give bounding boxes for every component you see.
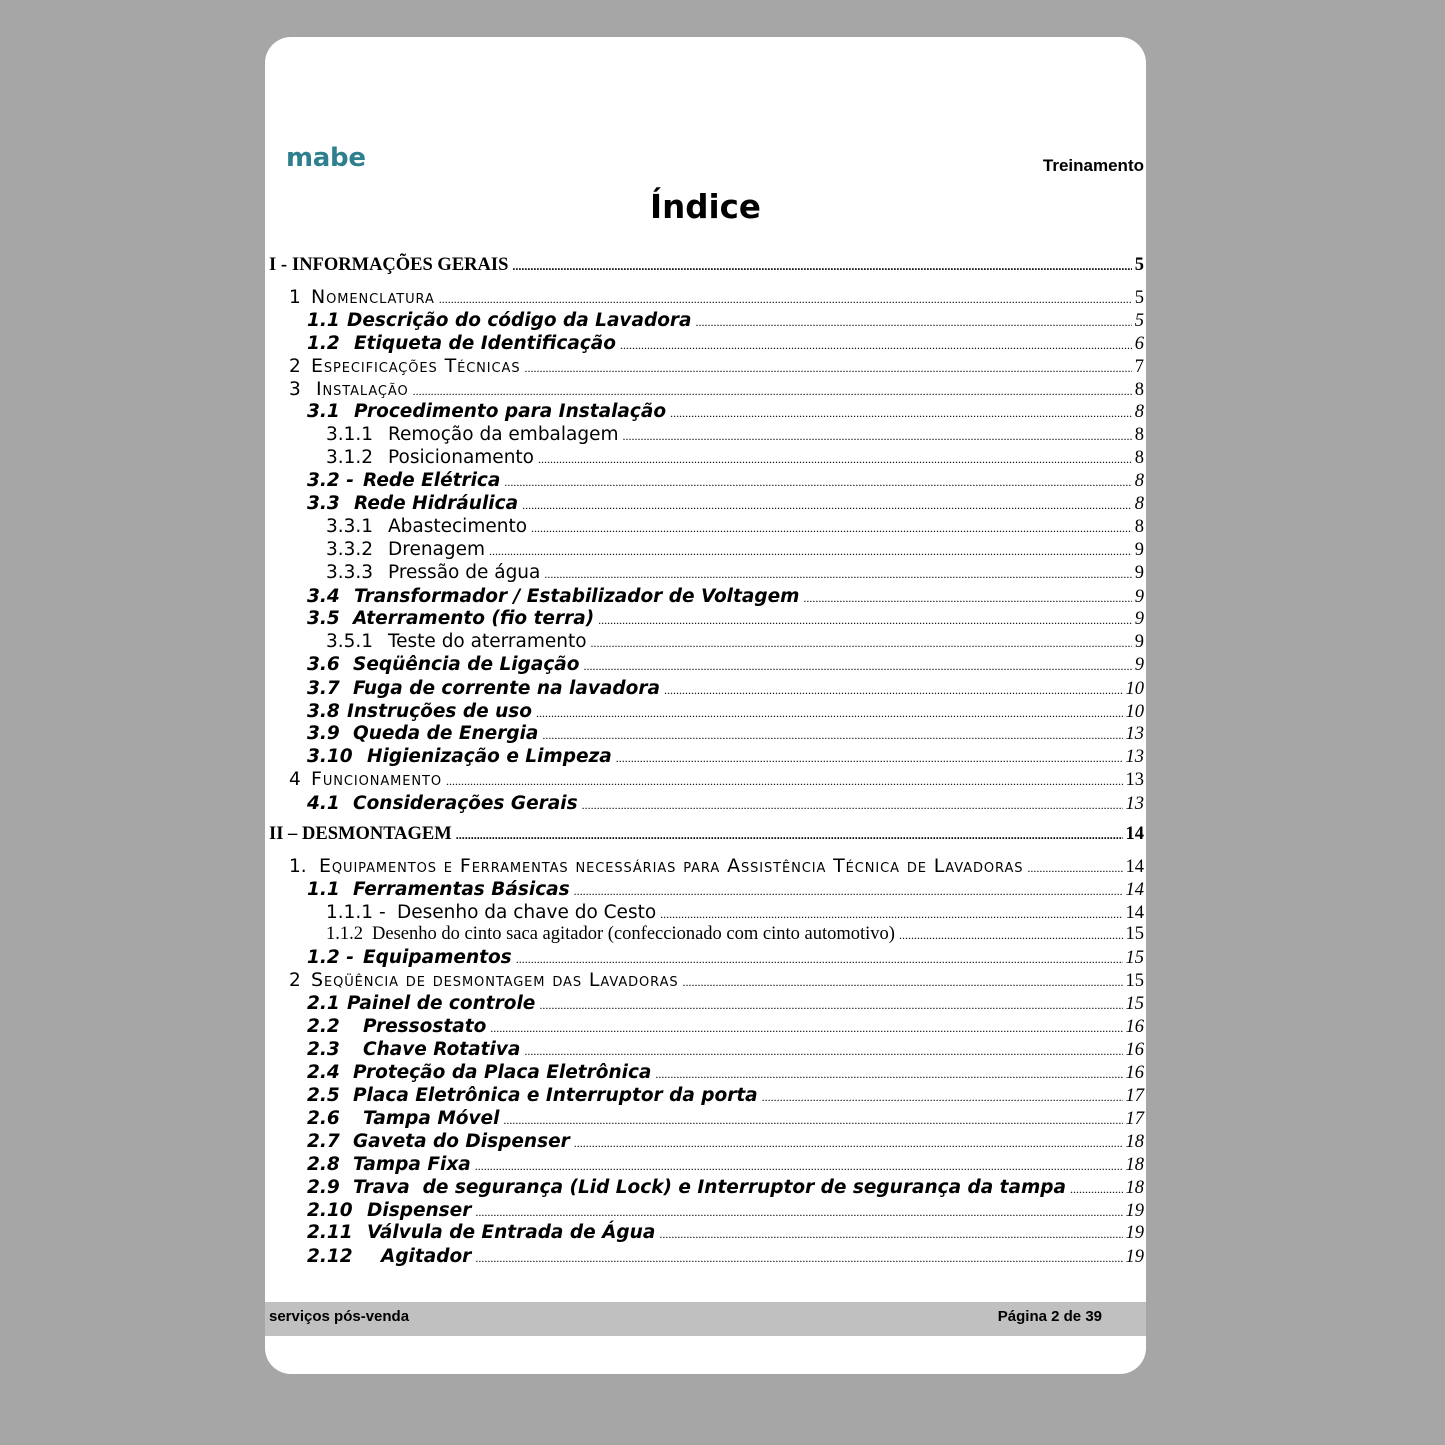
- toc-entry-page: 9: [1134, 586, 1144, 607]
- toc-entry-page: 5: [1134, 287, 1144, 308]
- toc-entry-page: 16: [1125, 1016, 1144, 1037]
- toc-entry-page: 19: [1125, 1222, 1144, 1243]
- dot-leader: [475, 1155, 1123, 1178]
- dot-leader: [446, 770, 1123, 793]
- toc-entry-number: 1.: [289, 855, 307, 877]
- toc-entry-title: Placa Eletrônica e Interruptor da porta: [353, 1084, 758, 1106]
- toc-entry-number: 1.2 -: [307, 946, 354, 968]
- dot-leader: [683, 971, 1123, 994]
- table-of-contents: [265, 37, 1146, 1297]
- toc-entry-title: Trava de segurança (Lid Lock) e Interruptor de segurança da tampa: [353, 1176, 1066, 1198]
- toc-chapter-entry[interactable]: [289, 768, 1144, 791]
- dot-leader: [598, 609, 1132, 632]
- toc-subsection-entry[interactable]: [326, 561, 1144, 584]
- toc-section-entry[interactable]: [307, 1130, 1144, 1153]
- toc-entry-title: Desenho da chave do Cesto: [397, 901, 657, 923]
- toc-entry-page: 14: [1125, 902, 1144, 923]
- dot-leader: [1027, 857, 1122, 880]
- toc-entry-page: 9: [1134, 562, 1144, 583]
- toc-part-entry[interactable]: [269, 823, 1144, 846]
- toc-entry-page: 15: [1125, 947, 1144, 968]
- mabe-logo: mabe: [286, 143, 366, 173]
- toc-entry-number: II –: [269, 823, 298, 844]
- toc-entry-number: 3: [289, 378, 301, 400]
- dot-leader: [616, 747, 1123, 770]
- toc-entry-title: Procedimento para Instalação: [354, 400, 667, 422]
- toc-entry-title: Tampa Fixa: [353, 1153, 471, 1175]
- toc-section-entry[interactable]: [307, 700, 1144, 723]
- dot-leader: [503, 1109, 1122, 1132]
- toc-entry-page: 9: [1134, 654, 1144, 675]
- toc-entry-title: Queda de Energia: [353, 722, 539, 744]
- toc-section-entry[interactable]: [307, 492, 1144, 515]
- toc-entry-page: 8: [1134, 424, 1144, 445]
- toc-entry-page: 17: [1125, 1085, 1144, 1106]
- toc-entry-number: 2.11: [307, 1221, 353, 1243]
- toc-entry-page: 14: [1125, 856, 1144, 877]
- toc-entry-title: Especificações Técnicas: [311, 354, 521, 377]
- toc-section-entry[interactable]: [307, 469, 1144, 492]
- toc-entry-page: 5: [1134, 310, 1144, 331]
- document-category-label: Treinamento: [1042, 156, 1144, 175]
- toc-entry-number: 2.12: [307, 1245, 353, 1267]
- page-title: Índice: [650, 188, 761, 226]
- toc-entry-page: 19: [1125, 1246, 1144, 1267]
- toc-entry-title: Instruções de uso: [347, 700, 532, 722]
- toc-entry-title: Funcionamento: [311, 767, 442, 790]
- dot-leader: [531, 517, 1132, 540]
- toc-section-entry[interactable]: [307, 1245, 1144, 1268]
- toc-section-entry[interactable]: [307, 1084, 1144, 1107]
- toc-entry-number: 1.1: [307, 878, 340, 900]
- toc-subsection-entry[interactable]: [326, 423, 1144, 446]
- toc-entry-page: 19: [1125, 1200, 1144, 1221]
- toc-entry-number: 1.1.2: [326, 923, 363, 944]
- toc-entry-page: 13: [1125, 793, 1144, 814]
- toc-entry-page: 8: [1134, 516, 1144, 537]
- toc-entry-page: 6: [1134, 333, 1144, 354]
- toc-entry-number: 3.3.1: [326, 515, 374, 537]
- toc-entry-number: 3.7: [307, 677, 340, 699]
- toc-entry-title: Rede Hidráulica: [354, 492, 519, 514]
- toc-entry-number: 3.9: [307, 722, 340, 744]
- toc-entry-page: 15: [1125, 970, 1144, 991]
- toc-entry-title: Tampa Móvel: [363, 1107, 500, 1129]
- toc-section-entry[interactable]: [307, 878, 1144, 901]
- dot-leader: [544, 563, 1131, 586]
- toc-entry-number: 3.1.1: [326, 423, 374, 445]
- toc-subsection-entry[interactable]: [326, 446, 1144, 469]
- toc-entry-number: 4: [289, 768, 301, 790]
- dot-leader: [623, 425, 1132, 448]
- toc-entry-title: Equipamentos e Ferramentas necessárias para Assistência Técnica de Lavadoras: [319, 854, 1024, 877]
- footer-department: serviços pós-venda: [269, 1308, 410, 1325]
- toc-entry-title: Dispenser: [367, 1199, 472, 1221]
- toc-entry-page: 15: [1125, 993, 1144, 1014]
- toc-entry-page: 9: [1134, 631, 1144, 652]
- toc-entry-number: 2.4: [307, 1061, 340, 1083]
- toc-entry-title: DESMONTAGEM: [302, 823, 452, 844]
- toc-entry-number: 2.2: [307, 1015, 340, 1037]
- toc-entry-number: 3.8: [307, 700, 340, 722]
- dot-leader: [659, 1223, 1122, 1246]
- toc-entry-page: 14: [1125, 823, 1144, 844]
- toc-entry-page: 15: [1125, 923, 1144, 944]
- toc-entry-page: 9: [1134, 539, 1144, 560]
- toc-entry-title: Abastecimento: [388, 515, 528, 537]
- toc-part-entry[interactable]: [269, 254, 1144, 277]
- toc-subsection-entry[interactable]: [326, 630, 1144, 653]
- toc-entry-number: 2.3: [307, 1038, 340, 1060]
- toc-entry-page: 8: [1134, 447, 1144, 468]
- toc-entry-title: Drenagem: [388, 538, 486, 560]
- toc-entry-page: 16: [1125, 1062, 1144, 1083]
- toc-entry-page: 5: [1134, 254, 1144, 275]
- toc-entry-title: Remoção da embalagem: [388, 423, 619, 445]
- toc-entry-number: 1: [289, 286, 301, 308]
- toc-entry-number: 2.5: [307, 1084, 340, 1106]
- toc-entry-title: Nomenclatura: [311, 285, 435, 308]
- dot-leader: [574, 880, 1123, 903]
- toc-entry-page: 18: [1125, 1177, 1144, 1198]
- toc-section-entry[interactable]: [307, 309, 1144, 332]
- toc-section-entry[interactable]: [307, 585, 1144, 608]
- toc-entry-page: 13: [1125, 769, 1144, 790]
- toc-entry-number: 3.5: [307, 607, 340, 629]
- toc-entry-title: Desenho do cinto saca agitador (confeccionado com cinto automotivo): [372, 923, 895, 944]
- toc-section-entry[interactable]: [307, 1221, 1144, 1244]
- toc-entry-page: 9: [1134, 608, 1144, 629]
- dot-leader: [489, 540, 1132, 563]
- toc-entry-number: 3.1.2: [326, 446, 374, 468]
- dot-leader: [582, 794, 1123, 817]
- footer-bar: [265, 1302, 1146, 1336]
- dot-leader: [542, 724, 1122, 747]
- document-page: [265, 37, 1146, 1374]
- dot-leader: [591, 632, 1132, 655]
- toc-entry-page: 13: [1125, 723, 1144, 744]
- dot-leader: [516, 948, 1123, 971]
- toc-entry-number: 2.9: [307, 1176, 340, 1198]
- toc-entry-number: 2.1: [307, 992, 340, 1014]
- toc-entry-page: 8: [1134, 401, 1144, 422]
- toc-entry-number: 2.6: [307, 1107, 340, 1129]
- toc-section-entry[interactable]: [307, 653, 1144, 676]
- dot-leader: [899, 924, 1123, 947]
- toc-entry-title: Fuga de corrente na lavadora: [353, 677, 660, 699]
- toc-entry-number: 2: [289, 969, 301, 991]
- toc-section-entry[interactable]: [307, 1176, 1144, 1199]
- dot-leader: [620, 334, 1132, 357]
- toc-section-entry[interactable]: [307, 1015, 1144, 1038]
- toc-entry-number: 2.7: [307, 1130, 340, 1152]
- toc-entry-page: 8: [1134, 379, 1144, 400]
- dot-leader: [583, 655, 1131, 678]
- toc-entry-number: 1.2: [307, 332, 340, 354]
- toc-section-entry[interactable]: [307, 1107, 1144, 1130]
- toc-section-entry[interactable]: [307, 1153, 1144, 1176]
- toc-entry-title: Considerações Gerais: [353, 792, 578, 814]
- toc-entry-title: Pressostato: [363, 1015, 487, 1037]
- toc-entry-title: Chave Rotativa: [363, 1038, 521, 1060]
- toc-section-entry[interactable]: [307, 607, 1144, 630]
- toc-entry-number: 3.1: [307, 400, 340, 422]
- dot-leader: [762, 1086, 1123, 1109]
- toc-entry-title: Agitador: [381, 1245, 472, 1267]
- toc-entry-number: 4.1: [307, 792, 340, 814]
- toc-section-entry[interactable]: [307, 1199, 1144, 1222]
- dot-leader: [655, 1063, 1122, 1086]
- dot-leader: [538, 448, 1132, 471]
- toc-entry-title: Seqüência de desmontagem das Lavadoras: [311, 968, 679, 991]
- dot-leader: [664, 679, 1123, 702]
- toc-entry-number: 3.3: [307, 492, 340, 514]
- dot-leader: [490, 1017, 1122, 1040]
- dot-leader: [670, 402, 1132, 425]
- toc-chapter-entry[interactable]: [289, 286, 1144, 309]
- toc-section-entry[interactable]: [307, 992, 1144, 1015]
- toc-entry-page: 7: [1134, 356, 1144, 377]
- toc-entry-number: I -: [269, 254, 287, 275]
- dot-leader: [524, 1040, 1122, 1063]
- toc-subsection-entry[interactable]: [326, 538, 1144, 561]
- toc-section-entry[interactable]: [307, 677, 1144, 700]
- toc-entry-page: 18: [1125, 1131, 1144, 1152]
- dot-leader: [504, 471, 1131, 494]
- toc-entry-title: Rede Elétrica: [363, 469, 501, 491]
- dot-leader: [522, 494, 1132, 517]
- toc-entry-title: Painel de controle: [347, 992, 536, 1014]
- dot-leader: [512, 255, 1131, 278]
- toc-entry-page: 16: [1125, 1039, 1144, 1060]
- toc-entry-number: 2.10: [307, 1199, 353, 1221]
- toc-chapter-entry[interactable]: [289, 378, 1144, 401]
- toc-entry-title: Teste do aterramento: [388, 630, 587, 652]
- toc-entry-title: Válvula de Entrada de Água: [367, 1221, 656, 1243]
- toc-entry-title: Pressão de água: [388, 561, 541, 583]
- dot-leader: [696, 311, 1132, 334]
- toc-entry-page: 8: [1134, 493, 1144, 514]
- toc-subsection-entry[interactable]: [326, 923, 1144, 946]
- page-number-indicator: Página 2 de 39: [997, 1308, 1102, 1325]
- toc-subsection-entry[interactable]: [326, 515, 1144, 538]
- dot-leader: [574, 1132, 1123, 1155]
- toc-entry-number: 2: [289, 355, 301, 377]
- toc-entry-number: 3.6: [307, 653, 340, 675]
- toc-entry-number: 3.3.2: [326, 538, 374, 560]
- toc-chapter-entry[interactable]: [289, 355, 1144, 378]
- dot-leader: [475, 1247, 1122, 1270]
- toc-entry-title: Instalação: [316, 377, 409, 400]
- toc-entry-number: 3.4: [307, 585, 340, 607]
- toc-section-entry[interactable]: [307, 745, 1144, 768]
- toc-section-entry[interactable]: [307, 1038, 1144, 1061]
- toc-entry-page: 13: [1125, 746, 1144, 767]
- dot-leader: [524, 357, 1131, 380]
- toc-entry-title: Etiqueta de Identificação: [354, 332, 616, 354]
- toc-section-entry[interactable]: [307, 1061, 1144, 1084]
- toc-entry-number: 3.5.1: [326, 630, 374, 652]
- toc-entry-title: Transformador / Estabilizador de Voltagem: [354, 585, 800, 607]
- toc-entry-page: 8: [1134, 470, 1144, 491]
- toc-chapter-entry[interactable]: [289, 855, 1144, 878]
- dot-leader: [539, 994, 1122, 1017]
- toc-entry-number: 3.10: [307, 745, 353, 767]
- toc-entry-title: Aterramento (fio terra): [353, 607, 595, 629]
- toc-entry-title: Seqüência de Ligação: [353, 653, 580, 675]
- toc-entry-number: 3.2 -: [307, 469, 354, 491]
- toc-entry-title: Posicionamento: [388, 446, 534, 468]
- toc-entry-title: Proteção da Placa Eletrônica: [353, 1061, 652, 1083]
- toc-chapter-entry[interactable]: [289, 969, 1144, 992]
- dot-leader: [439, 288, 1132, 311]
- toc-entry-title: Higienização e Limpeza: [367, 745, 612, 767]
- toc-entry-page: 10: [1125, 678, 1144, 699]
- toc-entry-page: 10: [1125, 701, 1144, 722]
- toc-entry-number: 1.1.1 -: [326, 901, 386, 923]
- toc-entry-page: 14: [1125, 879, 1144, 900]
- toc-entry-title: Gaveta do Dispenser: [353, 1130, 570, 1152]
- toc-entry-title: Equipamentos: [363, 946, 512, 968]
- toc-section-entry[interactable]: [307, 792, 1144, 815]
- toc-entry-page: 17: [1125, 1108, 1144, 1129]
- toc-entry-title: Descrição do código da Lavadora: [347, 309, 692, 331]
- toc-section-entry[interactable]: [307, 946, 1144, 969]
- toc-entry-number: 2.8: [307, 1153, 340, 1175]
- toc-entry-number: 3.3.3: [326, 561, 374, 583]
- dot-leader: [1070, 1178, 1123, 1201]
- toc-entry-title: Ferramentas Básicas: [353, 878, 570, 900]
- toc-entry-page: 18: [1125, 1154, 1144, 1175]
- toc-entry-number: 1.1: [307, 309, 340, 331]
- toc-section-entry[interactable]: [307, 722, 1144, 745]
- toc-section-entry[interactable]: [307, 400, 1144, 423]
- toc-entry-title: INFORMAÇÕES GERAIS: [292, 254, 509, 275]
- dot-leader: [456, 824, 1123, 847]
- toc-subsection-entry[interactable]: [326, 901, 1144, 924]
- toc-section-entry[interactable]: [307, 332, 1144, 355]
